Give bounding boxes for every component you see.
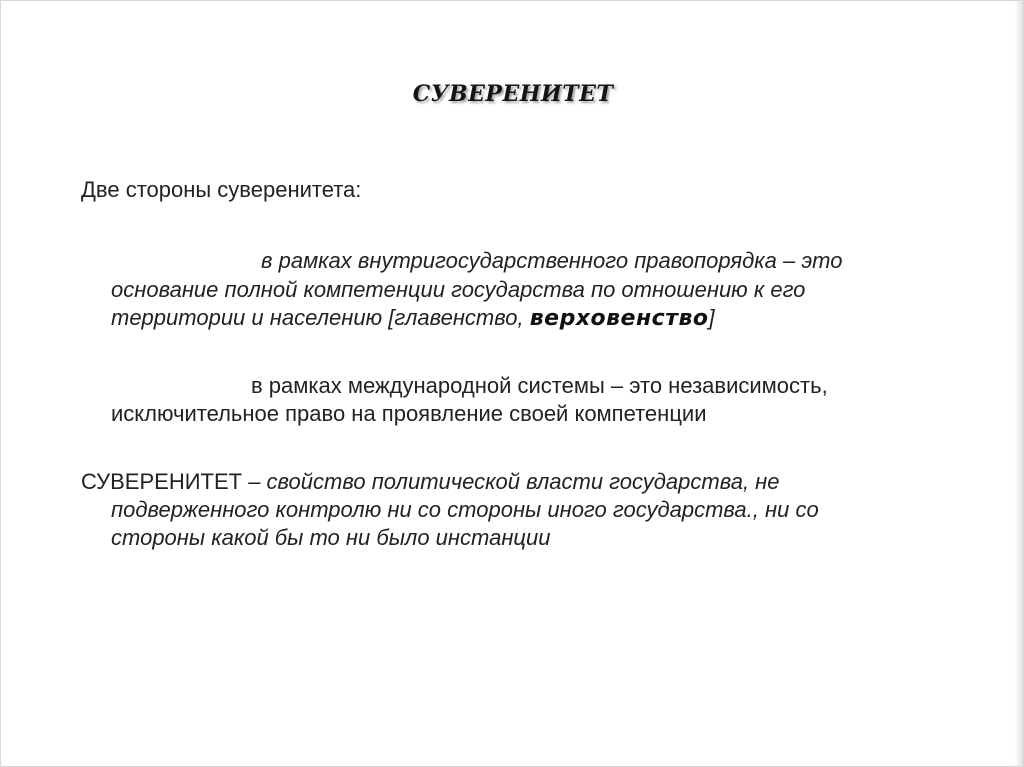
internal-line-3-end: ] bbox=[708, 305, 715, 330]
intro-text: Две стороны суверенитета: bbox=[81, 177, 362, 202]
external-line-2: исключительное право на проявление своей компетенции bbox=[111, 401, 707, 426]
definition-text-1: свойство политической власти государства, не bbox=[260, 469, 780, 494]
slide-edge-shadow bbox=[1015, 1, 1023, 766]
definition-line-2: подверженного контролю ни со стороны иного государства., ни со bbox=[111, 497, 819, 522]
internal-line-2: основание полной компетенции государства по отношению к его bbox=[111, 277, 806, 302]
definition-term: СУВЕРЕНИТЕТ – bbox=[81, 469, 261, 494]
definition-line-3: стороны какой бы то ни было инстанции bbox=[111, 525, 551, 550]
slide-title: СУВЕРЕНИТЕТ bbox=[412, 81, 614, 107]
internal-line-3 bbox=[111, 305, 715, 332]
internal-line-1: в рамках внутригосударственного правопорядка – это bbox=[261, 248, 843, 273]
external-line-1: в рамках международной системы – это независимость, bbox=[251, 373, 828, 398]
internal-line-3-start: территории и населению [главенство, bbox=[111, 305, 530, 330]
emphasis-supremacy: верховенство bbox=[529, 306, 709, 331]
definition-line-1 bbox=[81, 469, 780, 495]
